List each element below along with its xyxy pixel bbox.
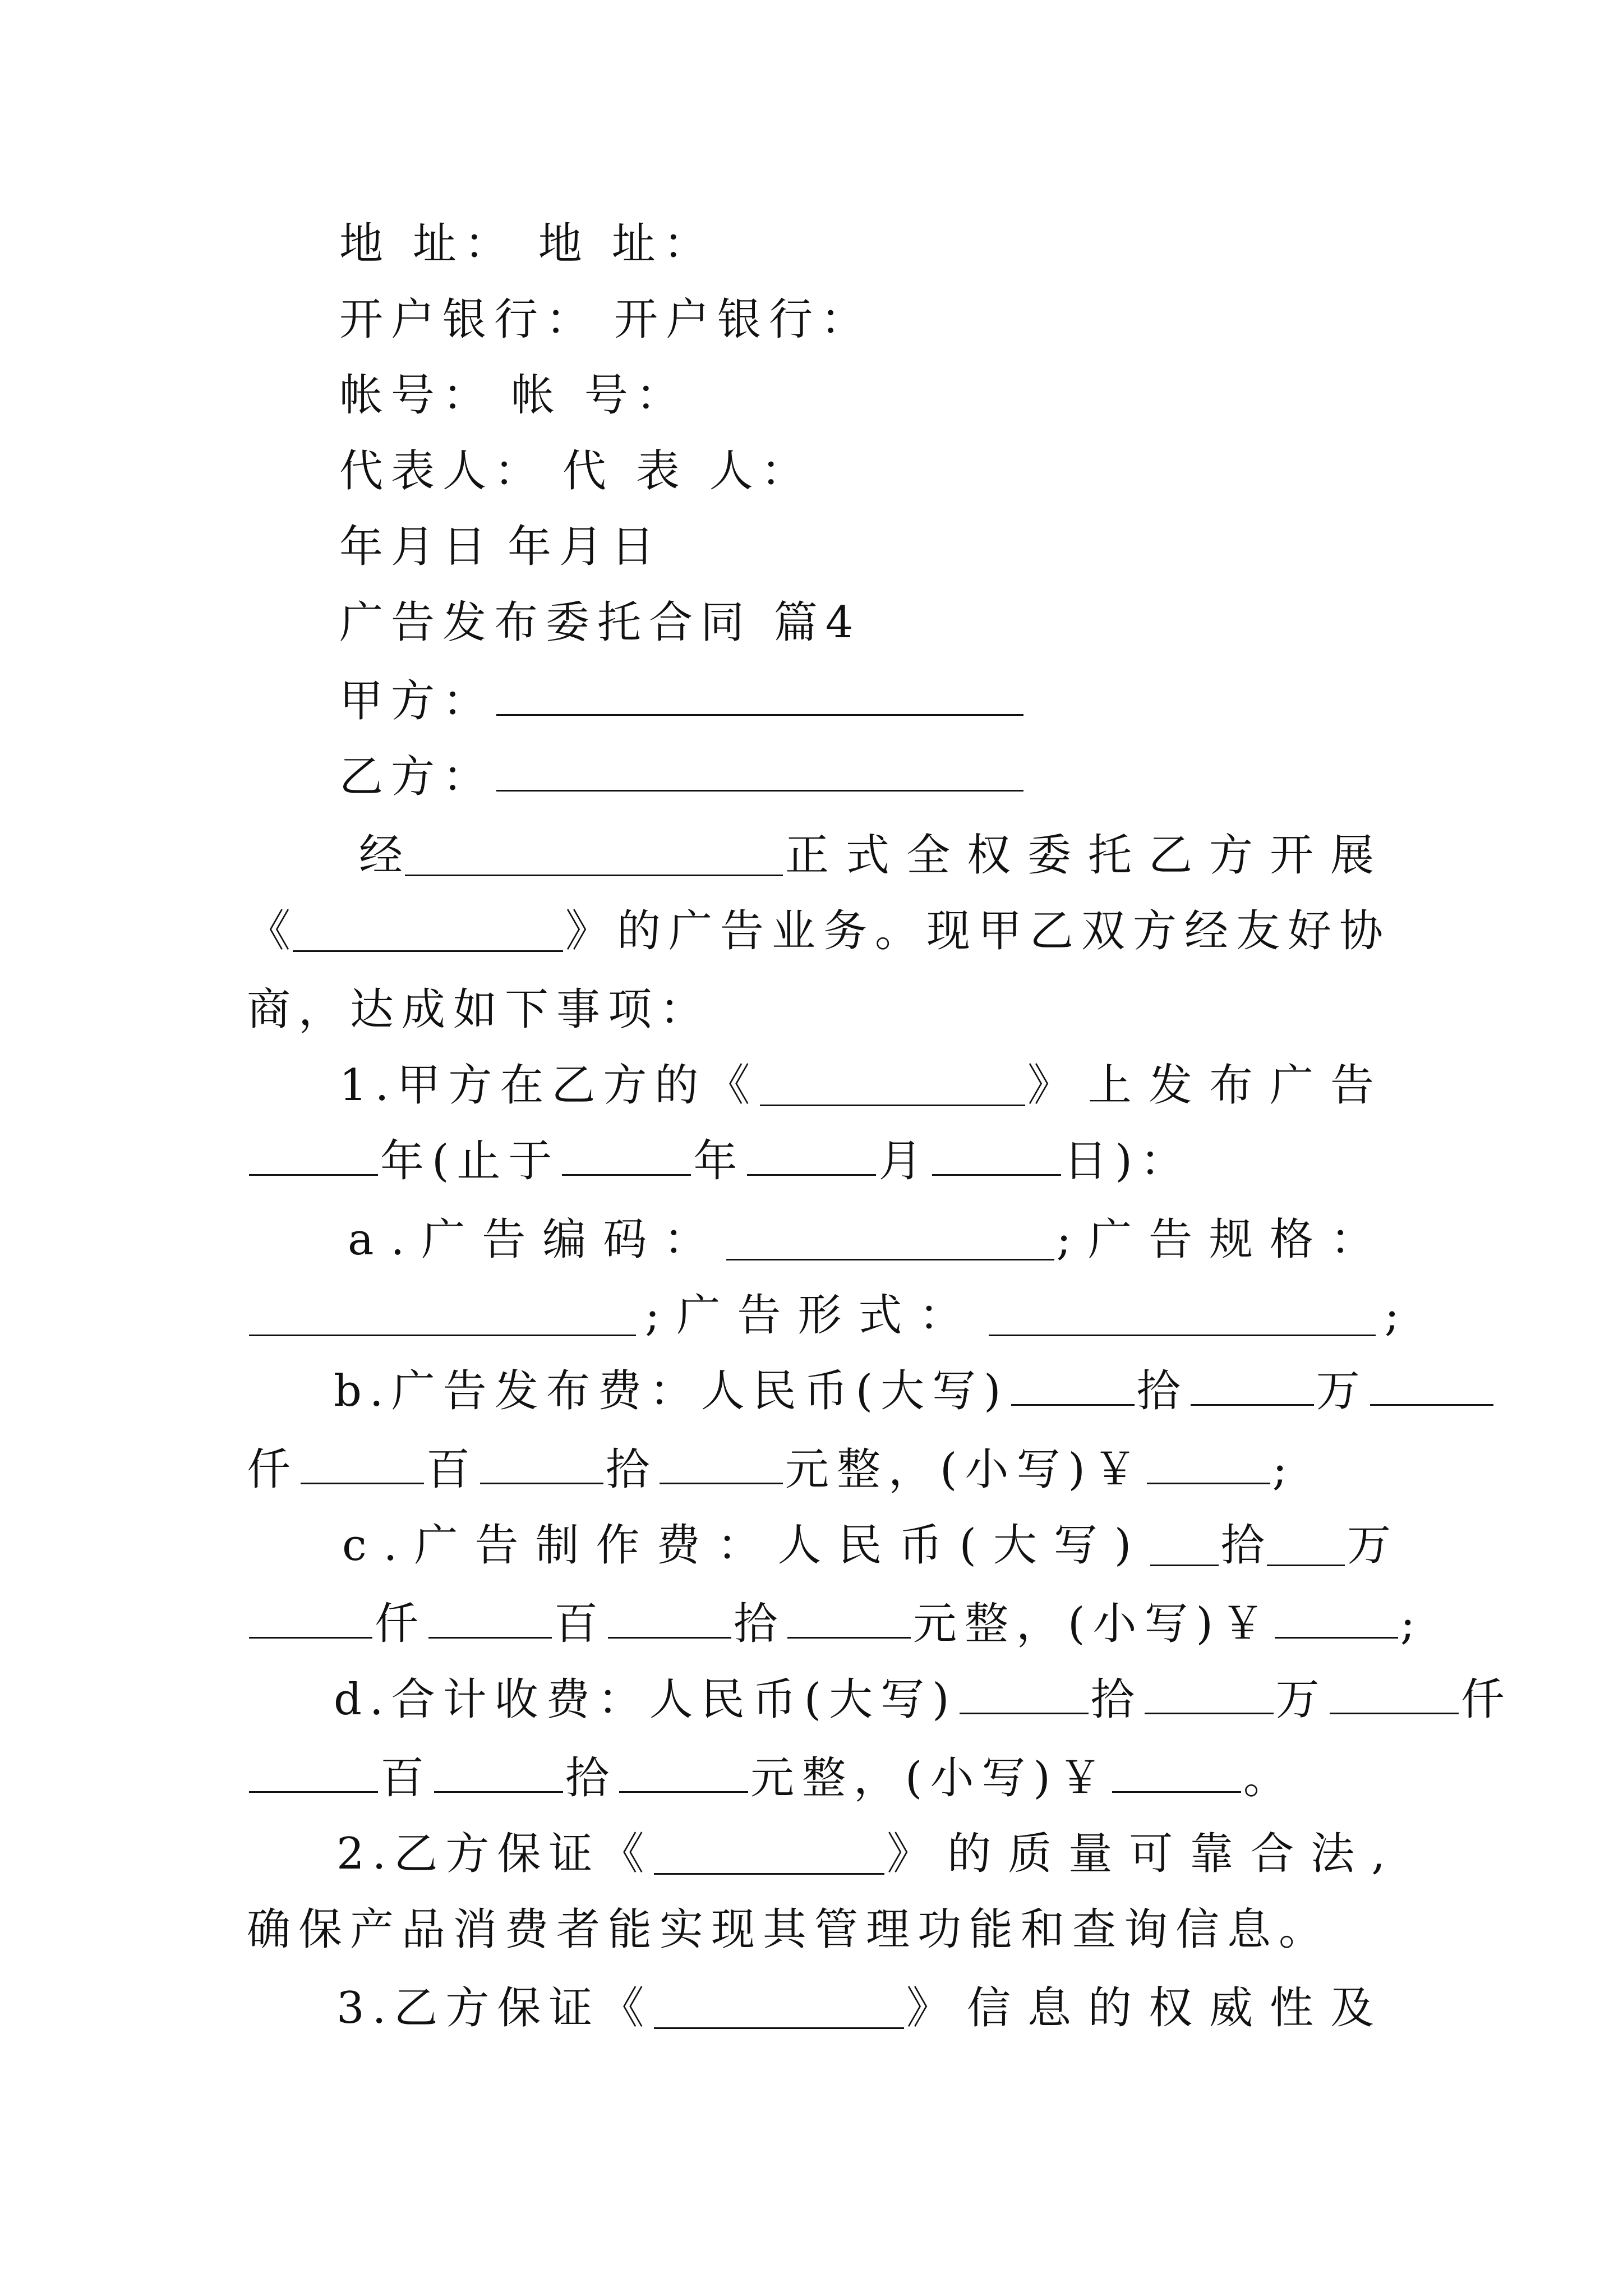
clause-2-line-2 (247, 1896, 1391, 1963)
party-a-label: 甲方： (339, 676, 495, 726)
clause-a-form-label: ;广告形式： (645, 1290, 980, 1341)
clause-c-bai: 百 (554, 1599, 606, 1649)
party-a-blank[interactable] (496, 675, 1023, 716)
clause-b-qian: 仟 (247, 1444, 299, 1495)
party-b-representative-label: 代 表 人： (562, 446, 813, 496)
clause-d-qian: 仟 (1460, 1674, 1513, 1725)
clause-2-line-1 (336, 1820, 1402, 1888)
party-a-address-label: 地 址： (339, 219, 516, 269)
clause-b-blank-2[interactable] (1191, 1365, 1314, 1406)
contract-title-text: 广告发布委托合同 篇4 (339, 597, 861, 648)
clause-b-bai: 百 (426, 1444, 478, 1495)
clause-a-line-2 (247, 1282, 1399, 1349)
party-a-bank-label: 开户银行： (339, 295, 598, 345)
clause-2-tail: 确保产品消费者能实现其管理功能和查询信息。 (247, 1904, 1331, 1955)
clause-a-line-1 (348, 1206, 1391, 1273)
clause-c-blank-6[interactable] (787, 1598, 911, 1639)
clause-2-suffix: 》的质量可靠合法, (887, 1829, 1402, 1879)
clause-b-blank-3[interactable] (1370, 1365, 1493, 1406)
clause-3-suffix: 》信息的权威性及 (906, 1983, 1391, 2033)
clause-c-yuan: 元整，(小写)￥ (913, 1599, 1272, 1649)
address-row (339, 210, 1483, 278)
account-row (339, 362, 1483, 429)
clause-2-blank-publication[interactable] (654, 1834, 884, 1875)
bank-row (339, 286, 1483, 353)
clause-c-shi2: 拾 (734, 1599, 786, 1649)
clause-1-text-b: 》上发布广告 (1027, 1060, 1391, 1111)
clause-b-line-1 (334, 1358, 1478, 1425)
date-row (339, 513, 1483, 581)
intro-line-3 (247, 976, 1391, 1043)
clause-c-blank-7[interactable] (1275, 1598, 1398, 1639)
clause-1-line-2 (247, 1128, 1391, 1195)
clause-1-blank-end-month[interactable] (747, 1135, 876, 1176)
contract-title (339, 589, 1483, 656)
clause-c-end: ; (1400, 1599, 1423, 1649)
clause-1-month: 月 (878, 1136, 930, 1186)
clause-b-blank-5[interactable] (480, 1443, 603, 1484)
clause-b-blank-7[interactable] (1147, 1443, 1270, 1484)
clause-b-blank-6[interactable] (660, 1443, 783, 1484)
clause-c-qian: 仟 (375, 1599, 427, 1649)
clause-d-blank-6[interactable] (619, 1752, 748, 1793)
clause-a-spec-label: ;广告规格： (1056, 1214, 1391, 1265)
clause-a-end: ; (1384, 1290, 1399, 1341)
clause-c-line-2 (247, 1590, 1423, 1658)
intro-line-2 (247, 898, 1391, 965)
clause-b-label: b.广告发布费：人民币(大写) (334, 1366, 1009, 1416)
clause-c-blank-3[interactable] (249, 1598, 372, 1639)
clause-1-line-1 (339, 1052, 1391, 1119)
clause-a-blank-spec[interactable] (249, 1295, 636, 1336)
clause-a-code-label: a.广告编码： (348, 1214, 725, 1265)
party-b-address-label: 地 址： (538, 219, 715, 269)
party-b-blank[interactable] (496, 751, 1023, 792)
clause-c-line-1 (342, 1512, 1391, 1579)
clause-d-shi: 拾 (1090, 1674, 1142, 1725)
party-a-representative-label: 代表人： (339, 446, 546, 496)
party-a-date: 年月日 (339, 522, 495, 572)
intro-line-1 (359, 822, 1391, 889)
clause-b-blank-4[interactable] (301, 1443, 424, 1484)
clause-b-line-2 (247, 1436, 1391, 1503)
clause-d-shi2: 拾 (565, 1753, 617, 1803)
clause-d-line-1 (334, 1666, 1513, 1733)
clause-d-wan: 万 (1275, 1674, 1327, 1725)
clause-1-blank-publication[interactable] (760, 1065, 1025, 1106)
clause-d-blank-3[interactable] (1330, 1673, 1459, 1714)
clause-d-blank-5[interactable] (434, 1752, 563, 1793)
intro-entrust: 正式全权委托乙方开展 (785, 830, 1391, 881)
clause-1-blank-years[interactable] (249, 1135, 378, 1176)
intro-blank-entrusting-party[interactable] (405, 835, 783, 876)
clause-d-blank-4[interactable] (249, 1752, 378, 1793)
clause-d-blank-2[interactable] (1145, 1673, 1274, 1714)
clause-d-yuan: 元整，(小写)￥ (750, 1753, 1110, 1803)
party-b-bank-label: 开户银行： (614, 295, 873, 345)
clause-b-end: ; (1272, 1444, 1295, 1495)
party-b-account-label: 帐 号： (511, 370, 688, 421)
clause-1-year2: 年 (693, 1136, 745, 1186)
clause-3-blank-publication[interactable] (654, 1988, 904, 2029)
clause-1-year: 年(止于 (380, 1136, 560, 1186)
party-a-account-label: 帐号： (339, 370, 495, 421)
clause-d-line-2 (247, 1745, 1391, 1812)
clause-c-shi: 拾 (1220, 1520, 1265, 1571)
party-b-date: 年月日 (508, 522, 663, 572)
clause-d-label: d.合计收费：人民币(大写) (334, 1674, 957, 1725)
representative-row (339, 438, 1483, 505)
intro-book-open: 《 (247, 906, 291, 956)
clause-d-blank-7[interactable] (1112, 1752, 1241, 1793)
clause-2-prefix: 2.乙方保证《 (336, 1829, 652, 1879)
clause-a-blank-code[interactable] (726, 1220, 1054, 1260)
clause-1-blank-end-day[interactable] (932, 1135, 1061, 1176)
clause-d-bai: 百 (380, 1753, 432, 1803)
clause-b-blank-1[interactable] (1011, 1365, 1135, 1406)
clause-c-label: c.广告制作费：人民币(大写) (342, 1520, 1149, 1571)
clause-1-blank-end-year[interactable] (562, 1135, 691, 1176)
clause-b-yuan: 元整，(小写)￥ (785, 1444, 1145, 1495)
clause-1-text-a: 1.甲方在乙方的《 (339, 1060, 758, 1111)
clause-d-end: 。 (1243, 1753, 1295, 1803)
clause-d-blank-1[interactable] (960, 1673, 1089, 1714)
intro-tail: 商，达成如下事项： (247, 984, 712, 1035)
clause-b-shi2: 拾 (606, 1444, 658, 1495)
party-a-row (339, 668, 1483, 735)
clause-c-blank-4[interactable] (428, 1598, 552, 1639)
intro-jing: 经 (359, 830, 403, 881)
clause-b-wan: 万 (1316, 1366, 1368, 1416)
intro-book-close: 》的广告业务。现甲乙双方经友好协 (565, 906, 1391, 956)
clause-3-line-1 (336, 1975, 1391, 2042)
clause-c-wan: 万 (1347, 1520, 1391, 1571)
clause-b-shi: 拾 (1136, 1366, 1188, 1416)
clause-c-blank-5[interactable] (608, 1598, 731, 1639)
clause-c-blank-2[interactable] (1267, 1525, 1345, 1566)
party-b-row (339, 743, 1483, 811)
intro-blank-publication[interactable] (293, 911, 563, 952)
clause-a-blank-form[interactable] (989, 1295, 1376, 1336)
clause-c-blank-1[interactable] (1150, 1525, 1218, 1566)
clause-1-day: 日)： (1063, 1136, 1192, 1186)
party-b-label: 乙方： (339, 752, 495, 802)
clause-3-prefix: 3.乙方保证《 (336, 1983, 652, 2033)
